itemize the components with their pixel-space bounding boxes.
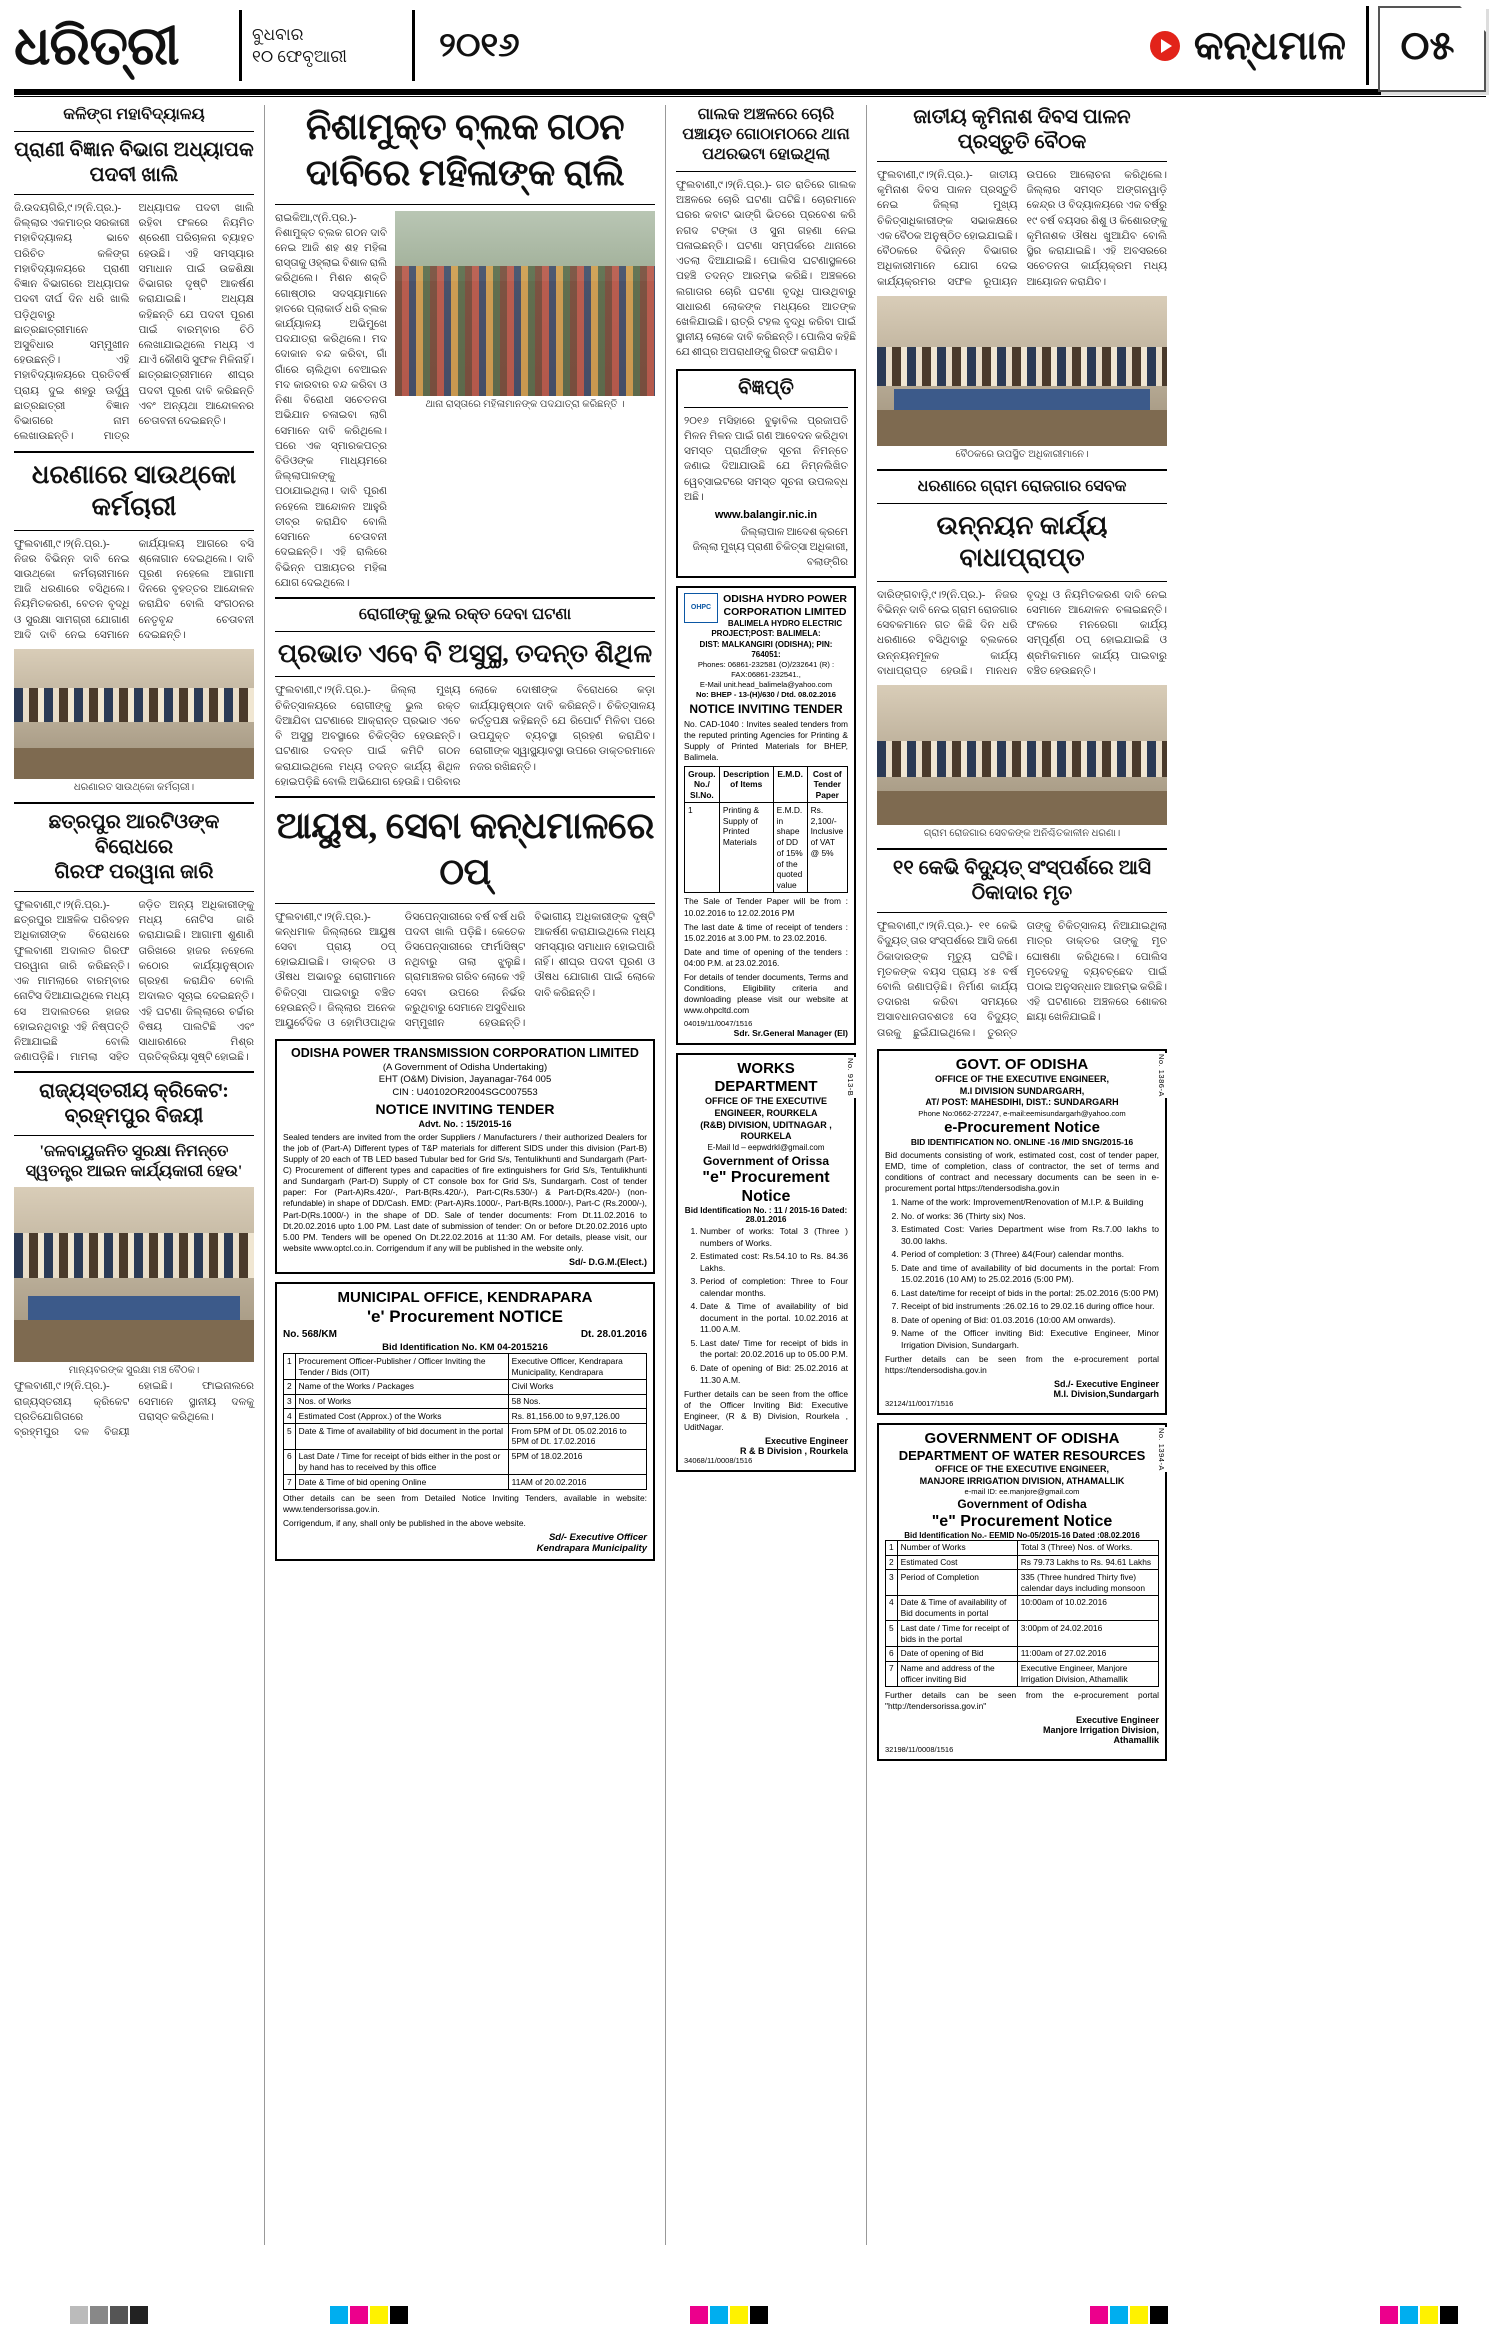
ad-ohpc-balimela — [676, 586, 856, 1046]
ad-subtitle-2: (R&B) DIVISION, UDITNAGAR , ROURKELA — [700, 1119, 832, 1142]
page-number: ୦୫ — [1400, 23, 1455, 68]
year-label: ୨୦୧୬ — [439, 26, 520, 64]
ad-note: Further details can be seen from the e-procurement portal https://tendersodisha.gov.in — [885, 1354, 1159, 1376]
ad-footer-note-2: Corrigendum, if any, shall only be published in the above website. — [283, 1518, 526, 1529]
reg-swatch — [1130, 2306, 1148, 2324]
ad-signature-2: Kendrapara Municipality — [536, 1543, 647, 1555]
table-cell: Period of Completion — [897, 1570, 1017, 1596]
table-cell: From 5PM of Dt. 05.02.2016 to 5PM of Dt. 17.02.2016 — [508, 1424, 646, 1450]
list-item: 1. Name of the work: Improvement/Renovation of M.I.P. & Building — [901, 1197, 1159, 1209]
table-row — [886, 1661, 1159, 1687]
table-cell: Estimated Cost (Approx.) of the Works — [295, 1409, 508, 1424]
reg-swatch — [690, 2306, 708, 2324]
ad-body: ୨୦୧୬ ମସିହାରେ ବୁଢ଼ାବିଲ ପ୍ରଜାପତି ମିଳନ ମିଳନ ପାଇଁ ଗଣ ଆବେଦନ କରିଥିବା ସମସ୍ତ ପ୍ରାର୍ଥୀଙ୍କ ସୂଚନା ନିମନ୍ତେ ଜଣାଇ ଦିଆଯାଉଛି ଯେ ନିମ୍ନଲିଖିତ ୱେବ୍ସାଇଟରେ ସମସ୍ତ ସୂଚନା ଉପଲବ୍ଧ ଅଛି। — [684, 415, 848, 503]
photo-meeting-officials — [877, 296, 1167, 446]
table-row — [886, 1555, 1159, 1570]
ad-footer-note-1: Other details can be seen from Detailed Notice Inviting Tenders, available in website: www.tendersorissa.gov.in. — [283, 1492, 647, 1514]
list-item: 6. Date of opening of Bid: 25.02.2016 at 11.30 A.M. — [700, 1363, 848, 1386]
ad-items-list — [885, 1197, 1159, 1351]
table-row — [284, 1449, 647, 1475]
table-cell: 3:00pm of 24.02.2016 — [1017, 1621, 1158, 1647]
ad-title: WORKS DEPARTMENT — [714, 1060, 818, 1096]
list-item: 7. Receipt of bid instruments :26.02.16 to 29.02.16 during office hour. — [901, 1301, 1159, 1313]
ad-subtitle-2: OFFICE OF THE EXECUTIVE ENGINEER, — [934, 1464, 1110, 1475]
table-cell: Civil Works — [508, 1379, 646, 1394]
reg-swatch — [350, 2306, 368, 2324]
story-headline: ପ୍ରଭାତ ଏବେ ବି ଅସୁସ୍ଥ, ତଦନ୍ତ ଶିଥିଳ — [277, 638, 653, 668]
color-registration-bar — [0, 2306, 1500, 2328]
story-gram-rojgar-sevak — [877, 477, 1167, 842]
photo-caption: ବୈଠକରେ ଉପସ୍ଥିତ ଅଧିକାରୀମାନେ। — [955, 448, 1089, 460]
table-header-cell: Cost of Tender Paper — [807, 767, 847, 803]
list-item: 3. Period of completion: Three to Four calendar months. — [700, 1276, 848, 1299]
table-row — [284, 1424, 647, 1450]
reg-swatch — [130, 2306, 148, 2324]
reg-swatch — [1150, 2306, 1168, 2324]
table-cell: 6 — [886, 1646, 898, 1661]
reg-swatch — [1380, 2306, 1398, 2324]
story-headline: ରାଜ୍ୟସ୍ତରୀୟ କ୍ରିକେଟ: ବ୍ରହ୍ମପୁର ବିଜୟୀ — [39, 1080, 229, 1128]
ad-sundargarh-mi — [877, 1049, 1167, 1416]
table-row — [886, 1621, 1159, 1647]
column-4 — [877, 105, 1167, 2245]
story-kicker: କଳିଙ୍ଗ ମହାବିଦ୍ୟାଳୟ — [63, 106, 205, 123]
column-divider-3 — [866, 105, 867, 2245]
ad-signature-1: Executive Engineer — [764, 1436, 848, 1447]
table-cell: Rs. 81,156.00 to 9,97,126.00 — [508, 1409, 646, 1424]
table-cell: Printing & Supply of Printed Materials — [719, 803, 773, 893]
ad-subtitle-3: CIN : U40102OR2004SGC007553 — [392, 1086, 538, 1098]
lead-body: ରାଇକିଆ,୯(ନି.ପ୍ର.)- ନିଶାମୁକ୍ତ ବ୍ଲକ ଗଠନ ଦାବି ନେଇ ଆଜି ଶହ ଶହ ମହିଳା ରାସ୍ତାକୁ ଓହ୍ଲାଇ ବିଶାଳ ରାଲି କରିଥିଲେ। ମିଶନ ଶକ୍ତି ଗୋଷ୍ଠୀର ସଦସ୍ୟାମାନେ ହାତରେ ପ୍ଲାକାର୍ଡ ଧରି ବ୍ଲକ କାର୍ଯ୍ୟାଳୟ ଅଭିମୁଖେ ପଦଯାତ୍ରା କରିଥିଲେ। ମଦ ଦୋକାନ ବନ୍ଦ କରିବା, ଗାଁ ଗାଁରେ ଚାଲିଥିବା ବେଆଇନ ମଦ କାରବାର ବନ୍ଦ କରିବା ଓ ନିଶା ବିରୋଧୀ ସଚେତନତା ଅଭିଯାନ ଚଳାଇବା ଲାଗି ସେମାନେ ଦାବି କରିଥିଲେ। ପରେ ଏକ ସ୍ମାରକପତ୍ର ବିଡିଓଙ୍କ ମାଧ୍ୟମରେ ଜିଲ୍ଲାପାଳଙ୍କୁ ପଠାଯାଇଥିଲା। ଦାବି ପୂରଣ ନହେଲେ ଆନ୍ଦୋଳନ ଆହୁରି ତୀବ୍ର କରାଯିବ ବୋଲି ସେମାନେ ଚେତାବନୀ ଦେଇଛନ୍ତି। ଏହି ରାଲିରେ ବିଭିନ୍ନ ପଞ୍ଚାୟତର ମହିଳା ଯୋଗ ଦେଇଥିଲେ। — [275, 212, 387, 589]
masthead-divider-1 — [239, 10, 242, 81]
ad-side-code: No. 1394-A — [1157, 1428, 1166, 1472]
ad-subtitle-3: MANJORE IRRIGATION DIVISION, ATHAMALLIK — [919, 1475, 1125, 1486]
ad-notice-title: "e" Procurement Notice — [931, 1512, 1113, 1530]
ad-note-4: For details of tender documents, Terms and Conditions, Eligibility criteria and downloading please visit our website at www.ohpcltd.com — [684, 972, 848, 1016]
edition-block — [1150, 6, 1366, 85]
column-1 — [14, 105, 254, 2245]
list-item: 1. Number of works: Total 3 (Three ) numbers of Works. — [700, 1226, 848, 1249]
ad-advt-no: Advt. No. : 15/2015-16 — [418, 1118, 512, 1129]
table-row — [886, 1570, 1159, 1596]
ad-body: Sealed tenders are invited from the order Suppliers / Manufacturers / their authorized Dealers for the job of (Part-A) Different types of T&P materials for different SIDS under this division (Part-B) Supply of 20 each of TB LED based Tubular bed for Grid S/s, Tentulikhunti and Sundargarh (Part-C) Procurement of different types and capacities of fire extinguishers for Grid S/s, Tentulikhunti and Sundargarh (Part-D) Supply of CT console box for Grid S/s, Sundargarh. Cost of tender paper: For (Part-A)Rs.420/-, Part-B(Rs.420/-), Part-C(Rs.530/-) & Part-D(Rs.420/-) (non-refundable) in shape of DD/Cash. EMD: (Part-A)Rs.1000/-, Part-B(Rs.1000/-), Part-C (Rs.2000/-), Part-D(Rs.1000/-) in the shape of DD. Sale of tender documents: From Dt.11.02.2016 to Dt.20.02.2016 upto 1.00 PM. Last date of submission of tender: On or before Dt.20.02.2016 upto 5.00 PM. Tenders will be opened On Dt.22.02.2016 at 11:30 AM. For details, please visit, our website www.optcl.co.in. Corrigendum if any will be published in the website only. — [283, 1131, 647, 1253]
table-cell: Date & Time of bid opening Online — [295, 1475, 508, 1490]
ad-signature-2: Manjore Irrigation Division, — [1042, 1725, 1159, 1736]
ad-ref-no: 34068/11/0008/1516 — [684, 1456, 753, 1466]
photo-women-rally — [395, 211, 655, 396]
story-kicker: ଧରଣାରେ ଗ୍ରାମ ରୋଜଗାର ସେବକ — [917, 477, 1127, 495]
story-headline: ଧରଣାରେ ସାଉଥ୍‌କୋ କର୍ମଚାରୀ — [31, 459, 237, 521]
table-cell: 1 — [284, 1354, 296, 1380]
list-item: 3. Estimated Cost: Varies Department wise from Rs.7.00 lakhs to 30.00 lakhs. — [901, 1224, 1159, 1247]
ad-office-name: MUNICIPAL OFFICE, KENDRAPARA — [337, 1288, 593, 1306]
story-state-cricket — [14, 1079, 254, 1440]
ad-subtitle-5: No: BHEP - 13-(H)/630 / Dtd. 08.02.2016 — [696, 689, 836, 699]
table-cell: 5PM of 18.02.2016 — [508, 1449, 646, 1475]
table-cell: Rs. 2,100/- Inclusive of VAT @ 5% — [807, 803, 847, 893]
list-item: 2. No. of works: 36 (Thirty six) Nos. — [901, 1211, 1159, 1223]
ad-signature: Sdr. Sr.General Manager (EI) — [733, 1028, 848, 1039]
ad-subtitle-1: DEPARTMENT OF WATER RESOURCES — [898, 1448, 1146, 1464]
reg-swatch — [90, 2306, 108, 2324]
play-icon — [1150, 31, 1180, 61]
table-cell: Date & Time of availability of Bid documents in portal — [897, 1595, 1017, 1621]
table-row — [284, 1475, 647, 1490]
table-cell: 10:00am of 10.02.2016 — [1017, 1595, 1158, 1621]
ad-signature-2: R & B Division , Rourkela — [739, 1446, 848, 1457]
story-headline-line1: ଗାଲକ ଅଞ୍ଚଳରେ ଚୋରି — [697, 106, 835, 123]
story-body: ଫୁଲବାଣୀ,୯।୨(ନି.ପ୍ର.)- ରାଜ୍ୟସ୍ତରୀୟ କ୍ରିକେଟ ପ୍ରତିଯୋଗିତାରେ ବ୍ରହ୍ମପୁର ଦଳ ବିଜୟୀ ହୋଇଛି। ଫାଇନାଲରେ ସେମାନେ ସ୍ଥାନୀୟ ଦଳକୁ ପରାସ୍ତ କରିଥିଲେ। — [14, 1381, 254, 1439]
table-cell: Total 3 (Three) Nos. of Works. — [1017, 1540, 1158, 1555]
table-cell: Executive Engineer, Manjore Irrigation Division, Athamallik — [1017, 1661, 1158, 1687]
masthead-rule — [14, 92, 1486, 97]
photo-southco-protest — [14, 649, 254, 779]
ad-subtitle-3: E-Mail Id – eepwdrkl@gmail.com — [707, 1143, 825, 1153]
photo-meeting — [14, 1187, 254, 1362]
ad-signature: Sd/- D.G.M.(Elect.) — [568, 1256, 647, 1267]
reg-swatch — [1420, 2306, 1438, 2324]
ad-bid-id: BID IDENTIFICATION NO. ONLINE -16 /MID SNG/2015-16 — [910, 1136, 1134, 1147]
list-item: 4. Period of completion: 3 (Three) &4(Four) calendar months. — [901, 1249, 1159, 1261]
ad-title: GOVERNMENT OF ODISHA — [924, 1430, 1120, 1448]
table-cell: 5 — [886, 1621, 898, 1647]
table-body — [284, 1354, 647, 1490]
photo-sevak-protest — [877, 685, 1167, 825]
masthead — [14, 0, 1486, 92]
table-cell: E.M.D. in shape of DD of 15% of the quoted value — [773, 803, 807, 893]
story-headline-line2: ଗିରଫ ପରୱାନା ଜାରି — [54, 861, 214, 884]
table-cell: 2 — [886, 1555, 898, 1570]
ad-notice-title: e-Procurement Notice — [944, 1118, 1100, 1136]
column-divider-1 — [264, 105, 265, 2245]
story-headline-line2: ପଞ୍ଚାୟତ ଗୋଠାମଠରେ ଥାନା — [682, 126, 850, 143]
story-subhead: 'ଜଳବାୟୁଜନିତ ସୁରକ୍ଷା ନିମନ୍ତେ ସ୍ୱତନ୍ତ୍ର ଆଇନ କାର୍ଯ୍ୟକାରୀ ହେଉ' — [25, 1143, 243, 1181]
story-body: ଫୁଲବାଣୀ,୯।୨(ନି.ପ୍ର.)- ଛତ୍ରପୁର ଆଞ୍ଚଳିକ ପରିବହନ ଅଧିକାରୀଙ୍କ ବିରୋଧରେ ଫୁଲବାଣୀ ଅଦାଲତ ଗିରଫ ପରୱାନା ଜାରି କରିଛନ୍ତି। ଏକ ମାମଲାରେ ବାରମ୍ବାର ନୋଟିସ ଦିଆଯାଇଥିଲେ ମଧ୍ୟ ସେ ଅଦାଲତରେ ହାଜର ହୋଇନଥିବାରୁ ଏହି ନିଷ୍ପତ୍ତି ନିଆଯାଇଛି ବୋଲି ଜଣାପଡ଼ିଛି। ମାମଲା ସହିତ ଜଡ଼ିତ ଅନ୍ୟ ଅଧିକାରୀଙ୍କୁ ମଧ୍ୟ ନୋଟିସ ଜାରି କରାଯାଇଛି। ଆଗାମୀ ଶୁଣାଣି ତାରିଖରେ ହାଜର ନହେଲେ କଠୋର କାର୍ଯ୍ୟାନୁଷ୍ଠାନ ଗ୍ରହଣ କରାଯିବ ବୋଲି ଅଦାଲତ ସୂଚାଇ ଦେଇଛନ୍ତି। ଏହି ଘଟଣା ଜିଲ୍ଲାରେ ଚର୍ଚ୍ଚାର ବିଷୟ ପାଲଟିଛି ଏବଂ ସାଧାରଣରେ ମିଶ୍ର ପ୍ରତିକ୍ରିୟା ସୃଷ୍ଟି ହୋଇଛି। — [14, 900, 254, 1064]
table-row — [284, 1379, 647, 1394]
table-cell: 4 — [284, 1409, 296, 1424]
story-headline: ପ୍ରାଣୀ ବିଜ୍ଞାନ ବିଭାଗ ଅଧ୍ୟାପକ ପଦବୀ ଖାଲି — [14, 139, 254, 186]
table-cell: 11AM of 20.02.2016 — [508, 1475, 646, 1490]
table-cell: 1 — [886, 1540, 898, 1555]
list-item: 6. Last date/time for receipt of bids in the portal: 25.02.2016 (5:00 PM) — [901, 1288, 1159, 1300]
list-item: 9. Name of the Officer inviting Bid: Executive Engineer, Minor Irrigation Division, Sundargarh. — [901, 1328, 1159, 1351]
list-item: 4. Date & Time of availability of bid document in the portal. 10.02.2016 at 11.00 A.M. — [700, 1301, 848, 1336]
photo-caption: ଗ୍ରାମ ରୋଜଗାର ସେବକଙ୍କ ଅନିଶ୍ଚିତକାଳୀନ ଧରଣା। — [923, 828, 1121, 840]
content-grid — [14, 105, 1486, 2245]
table-header-cell: Description of Items — [719, 767, 773, 803]
story-headline: ଉନ୍ନୟନ କାର୍ଯ୍ୟ ବାଧାପ୍ରାପ୍ତ — [936, 510, 1108, 573]
ad-website: www.balangir.nic.in — [714, 508, 818, 521]
story-chhatrapur-rto — [14, 810, 254, 1065]
table-cell: 3 — [886, 1570, 898, 1596]
list-item: 5. Date and time of availability of bid documents in the portal: From 15.02.2016 (10 AM) to 25.02.2016 (5:00 PM). — [901, 1263, 1159, 1286]
story-headline-line3: ପଥରଭଟା ହୋଇଥିଲା — [702, 146, 830, 163]
story-body: ଫୁଲବାଣୀ,୯।୨(ନି.ପ୍ର.)- ୧୧ କେଭି ବିଦ୍ୟୁତ୍ ତାର ସଂସ୍ପର୍ଶରେ ଆସି ଜଣେ ଠିକାଦାରଙ୍କ ମୃତ୍ୟୁ ଘଟିଛି। ମୃତକଙ୍କ ବୟସ ପ୍ରାୟ ୪୫ ବର୍ଷ ବୋଲି ଜଣାପଡ଼ିଛି। ନିର୍ମାଣ କାର୍ଯ୍ୟ ତଦାରଖ କରିବା ସମୟରେ ଅସାବଧାନତାବଶତଃ ସେ ବିଦ୍ୟୁତ୍ ତାରକୁ ଛୁଇଁଯାଇଥିଲେ। ତୁରନ୍ତ ତାଙ୍କୁ ଚିକିତ୍ସାଳୟ ନିଆଯାଇଥିଲା ମାତ୍ର ଡାକ୍ତର ତାଙ୍କୁ ମୃତ ଘୋଷଣା କରିଥିଲେ। ପୋଲିସ ମୃତଦେହକୁ ବ୍ୟବଚ୍ଛେଦ ପାଇଁ ପଠାଇ ଅନୁସନ୍ଧାନ ଆରମ୍ଭ କରିଛି। ଏହି ଘଟଣାରେ ଅଞ୍ଚଳରେ ଶୋକର ଛାୟା ଖେଳିଯାଇଛି। — [877, 921, 1167, 1039]
table-row — [886, 1646, 1159, 1661]
table-cell: Name and address of the officer inviting Bid — [897, 1661, 1017, 1687]
ad-subtitle-2: DIST: MALKANGIRI (ODISHA); PIN: 764051: — [699, 639, 833, 660]
reg-swatch — [1090, 2306, 1108, 2324]
story-deworming-day — [877, 105, 1167, 463]
logo-text: ଧରିତ୍ରୀ — [14, 15, 179, 76]
story-headline-line1: ଛତ୍ରପୁର ଆରଟିଓଙ୍କ ବିରୋଧରେ — [48, 811, 220, 859]
ad-signature-1: ଜିଲ୍ଲାପାଳ ଆଦେଶ କ୍ରମେ — [740, 526, 848, 538]
story-kalinga-college — [14, 105, 254, 445]
ad-subtitle-4: E-Mail unit.head_balimela@yahoo.com — [699, 680, 833, 690]
story-electrocution — [877, 856, 1167, 1041]
table-cell: Date & Time of availability of bid document in the portal — [295, 1424, 508, 1450]
table-cell: Number of Works — [897, 1540, 1017, 1555]
photo-caption: ମାନ୍ୟବରଙ୍କ ସୁରକ୍ଷା ମଞ୍ଚ ବୈଠକ। — [68, 1365, 200, 1377]
table-body — [685, 803, 848, 893]
masthead-divider-2 — [412, 10, 415, 81]
table-cell: Rs 79.73 Lakhs to Rs. 94.61 Lakhs — [1017, 1555, 1158, 1570]
list-item: 5. Last date/ Time for receipt of bids in the portal: 20.02.2016 up to 05.00 P.M. — [700, 1338, 848, 1361]
list-item: 2. Estimated cost: Rs.54.10 to Rs. 84.36 Lakhs. — [700, 1251, 848, 1274]
table-row — [284, 1394, 647, 1409]
reg-swatch — [390, 2306, 408, 2324]
table-cell: 3 — [284, 1394, 296, 1409]
publication-date — [252, 6, 402, 85]
reg-swatch — [1110, 2306, 1128, 2324]
table-cell: 4 — [886, 1595, 898, 1621]
ad-ref-no: 04019/11/0047/1516 — [684, 1019, 753, 1029]
table-cell: 2 — [284, 1379, 296, 1394]
ad-note-2: The last date & time of receipt of tenders : 15.02.2016 at 3.00 PM. to 23.02.2016. — [684, 921, 848, 943]
story-ayush-service — [275, 804, 655, 1031]
ad-govt-line: Government of Orissa — [702, 1153, 830, 1168]
table-cell: Last date / Time for receipt of bids in the portal — [897, 1621, 1017, 1647]
reg-swatch — [730, 2306, 748, 2324]
ad-notice-title: NOTICE INVITING TENDER — [375, 1100, 555, 1117]
ohpc-logo-icon: OHPC — [684, 593, 718, 623]
ad-detail-table — [283, 1353, 647, 1490]
reg-swatch — [1440, 2306, 1458, 2324]
ad-subtitle-1: OFFICE OF THE EXECUTIVE ENGINEER, ROURKELA — [704, 1096, 827, 1119]
ad-bid-id: Bid Identification No.- EEMID No-05/2015-16 Dated :08.02.2016 — [904, 1530, 1140, 1540]
story-headline: ୧୧ କେଭି ବିଦ୍ୟୁତ୍ ସଂସ୍ପର୍ଶରେ ଆସି ଠିକାଦାର ମୃତ — [892, 857, 1152, 905]
reg-swatch — [710, 2306, 728, 2324]
table-row — [886, 1540, 1159, 1555]
reg-swatch — [70, 2306, 88, 2324]
reg-swatch — [330, 2306, 348, 2324]
story-kicker: ରୋଗୀଙ୍କୁ ଭୁଲ ରକ୍ତ ଦେବା ଘଟଣା — [358, 605, 572, 623]
ad-bid-id: Bid Identification No. : 11 / 2015-16 Dated: 28.01.2016 — [684, 1206, 848, 1225]
ad-title: ବିଜ୍ଞପ୍ତି — [738, 376, 794, 399]
table-cell: Name of the Works / Packages — [295, 1379, 508, 1394]
story-southco-dharana — [14, 459, 254, 797]
ad-note-1: The Sale of Tender Paper will be from : 10.02.2016 to 12.02.2016 PM — [684, 896, 848, 918]
ad-kendrapara-municipality — [275, 1282, 655, 1561]
table-cell: 7 — [284, 1475, 296, 1490]
list-item: 8. Date of opening of Bid: 01.03.2016 (10:00 AM onwards). — [901, 1315, 1159, 1327]
reg-swatch — [1400, 2306, 1418, 2324]
table-cell: Procurement Officer-Publisher / Officer Inviting the Tender / Bids (OIT) — [295, 1354, 508, 1380]
story-lead-women-rally — [275, 105, 655, 591]
ad-note-3: Date and time of opening of the tenders : 04:00 P.M. at 23.02.2016. — [684, 946, 848, 968]
table-header-row — [685, 767, 848, 803]
date-label: ୧୦ ଫେବୃଆରୀ — [252, 46, 347, 66]
ad-notice-title: "e" Procurement Notice — [702, 1168, 830, 1206]
ad-subtitle-4: Phone No:0662-272247, e-mail:eemisundargarh@yahoo.com — [918, 1108, 1126, 1118]
table-cell: Executive Officer, Kendrapara Municipality, Kendrapara — [508, 1354, 646, 1380]
story-body: ଫୁଲବାଣୀ,୯।୨(ନି.ପ୍ର.)- ଜିଲ୍ଲା ମୁଖ୍ୟ ଚିକିତ୍ସାଳୟରେ ରୋଗୀଙ୍କୁ ଭୁଲ ରକ୍ତ ଦିଆଯିବା ଘଟଣାରେ ଆକ୍ରାନ୍ତ ପ୍ରଭାତ ଏବେ ବି ଅସୁସ୍ଥ ଅବସ୍ଥାରେ ଚିକିତ୍ସିତ ହେଉଛନ୍ତି। ଘଟଣାର ତଦନ୍ତ ପାଇଁ କମିଟି ଗଠନ କରାଯାଇଥିଲେ ମଧ୍ୟ ତଦନ୍ତ କାର୍ଯ୍ୟ ଶିଥିଳ ହୋଇପଡ଼ିଛି ବୋଲି ଅଭିଯୋଗ ହେଉଛି। ପରିବାର ଲୋକେ ଦୋଷୀଙ୍କ ବିରୋଧରେ କଡ଼ା କାର୍ଯ୍ୟାନୁଷ୍ଠାନ ଦାବି କରିଛନ୍ତି। ଚିକିତ୍ସାଳୟ କର୍ତ୍ତୃପକ୍ଷ କହିଛନ୍ତି ଯେ ରିପୋର୍ଟ ମିଳିବା ପରେ ଉପଯୁକ୍ତ ବ୍ୟବସ୍ଥା ଗ୍ରହଣ କରାଯିବ। ରୋଗୀଙ୍କ ସ୍ୱାସ୍ଥ୍ୟାବସ୍ଥା ଉପରେ ଡାକ୍ତରମାନେ ନଜର ରଖିଛନ୍ତି। — [275, 685, 655, 788]
ad-athamallik-irrigation — [877, 1423, 1167, 1761]
ad-subtitle-3: Phones: 06861-232581 (O)/232641 (R) : FAX:06861-232541., — [697, 660, 835, 680]
table-cell: 335 (Three hundred Thirty five) calendar days including monsoon — [1017, 1570, 1158, 1596]
ad-detail-table — [885, 1540, 1159, 1687]
ad-signature-2: M.I. Division,Sundargarh — [1053, 1389, 1159, 1400]
ad-body: Bid documents consisting of work, estimated cost, cost of tender paper, EMD, time of completion, class of contractor, the set of terms and conditions of contract and necessary documents can be seen in e-procurement portal https://tendersodisha.gov.in — [885, 1149, 1159, 1194]
ad-subtitle-1: OFFICE OF THE EXECUTIVE ENGINEER, — [934, 1073, 1110, 1084]
story-body: ଫୁଲବାଣୀ,୯।୨(ନି.ପ୍ର.)- ନିଜର ବିଭିନ୍ନ ଦାବି ନେଇ ସାଉଥ୍‌କୋ କର୍ମଚାରୀମାନେ ଆଜି ଧରଣାରେ ବସିଥିଲେ। ନିୟମିତକରଣ, ବେତନ ବୃଦ୍ଧି ଓ ସୁରକ୍ଷା ସାମଗ୍ରୀ ଯୋଗାଣ ଆଦି ଦାବି ନେଇ ସେମାନେ କାର୍ଯ୍ୟାଳୟ ଆଗରେ ବସି ଶ୍ଳୋଗାନ ଦେଇଥିଲେ। ଦାବି ପୂରଣ ନହେଲେ ଆଗାମୀ ଦିନରେ ବୃହତ୍ତର ଆନ୍ଦୋଳନ କରାଯିବ ବୋଲି ସଂଗଠନର ନେତୃବୃନ୍ଦ ଚେତାବନୀ ଦେଇଛନ୍ତି। — [14, 538, 254, 641]
table-row — [886, 1595, 1159, 1621]
ad-govt-line: Government of Odisha — [957, 1497, 1087, 1512]
table-row — [284, 1409, 647, 1424]
ad-signature-1: Sd/- Executive Officer — [548, 1532, 647, 1544]
ad-note: Further details can be seen from the office of the Officer Inviting Bid: Executive Engineer, (R & B) Division, Rourkela , UditNagar. — [684, 1389, 848, 1433]
table-body — [886, 1540, 1159, 1686]
ad-subtitle-3: AT/ POST: MAHESDIHI, DIST.: SUNDARGARH — [925, 1097, 1119, 1108]
story-body: ଫୁଲବାଣୀ,୯।୨(ନି.ପ୍ର.)- ଗତ ରାତିରେ ଗାଲକ ଅଞ୍ଚଳରେ ଚୋରି ଘଟଣା ଘଟିଛି। ଚୋରମାନେ ଘରର କବାଟ ଭାଙ୍ଗି ଭିତରେ ପ୍ରବେଶ କରି ନଗଦ ଟଙ୍କା ଓ ସୁନା ଗହଣା ନେଇ ପଳାଇଛନ୍ତି। ଘଟଣା ସମ୍ପର୍କରେ ଥାନାରେ ଏତଲା ଦିଆଯାଇଛି। ପୋଲିସ ଘଟଣାସ୍ଥଳରେ ପହଞ୍ଚି ତଦନ୍ତ ଆରମ୍ଭ କରିଛି। ଅଞ୍ଚଳରେ ଲଗାତାର ଚୋରି ଘଟଣା ବୃଦ୍ଧି ପାଉଥିବାରୁ ସାଧାରଣ ଲୋକଙ୍କ ମଧ୍ୟରେ ଆତଙ୍କ ଖେଳିଯାଇଛି। ରାତ୍ରି ଟହଲ ବୃଦ୍ଧି କରିବା ପାଇଁ ସ୍ଥାନୀୟ ଲୋକେ ଦାବି କରିଛନ୍ତି। ପୋଲିସ କହିଛି ଯେ ଶୀଘ୍ର ଅପରାଧୀଙ୍କୁ ଗିରଫ କରାଯିବ। — [676, 180, 856, 359]
story-body: ଫୁଲବାଣୀ,୯।୨(ନି.ପ୍ର.)- କନ୍ଧମାଳ ଜିଲ୍ଲାରେ ଆୟୁଷ ସେବା ପ୍ରାୟ ଠପ୍ ହୋଇଯାଇଛି। ଡାକ୍ତର ଓ ଔଷଧ ଅଭାବରୁ ରୋଗୀମାନେ ଚିକିତ୍ସା ପାଇବାରୁ ବଞ୍ଚିତ ହେଉଛନ୍ତି। ଜିଲ୍ଲାର ଅନେକ ଆୟୁର୍ବେଦିକ ଓ ହୋମିଓପାଥିକ ଡିସପେନ୍ସାରୀରେ ବର୍ଷ ବର୍ଷ ଧରି ପଦବୀ ଖାଲି ପଡ଼ିଛି। କେତେକ ଡିସପେନ୍ସାରୀରେ ଫାର୍ମାସିଷ୍ଟ ନଥିବାରୁ ତାଲା ଝୁଲୁଛି। ଗ୍ରାମାଞ୍ଚଳର ଗରିବ ଲୋକେ ଏହି ସେବା ଉପରେ ନିର୍ଭର କରୁଥିବାରୁ ସେମାନେ ଅସୁବିଧାର ସମ୍ମୁଖୀନ ହେଉଛନ୍ତି। ବିଭାଗୀୟ ଅଧିକାରୀଙ୍କ ଦୃଷ୍ଟି ଆକର୍ଷଣ କରାଯାଇଥିଲେ ମଧ୍ୟ ସମସ୍ୟାର ସମାଧାନ ହୋଇପାରି ନାହିଁ। ଶୀଘ୍ର ପଦବୀ ପୂରଣ ଓ ଔଷଧ ଯୋଗାଣ ପାଇଁ ଲୋକେ ଦାବି କରିଛନ୍ତି। — [275, 911, 655, 1030]
table-header-cell: Group. No./ Sl.No. — [685, 767, 720, 803]
table-cell: 1 — [685, 803, 720, 893]
story-body: ଦାରିଙ୍ଗବାଡ଼ି,୯।୨(ନି.ପ୍ର.)- ନିଜର ବିଭିନ୍ନ ଦାବି ନେଇ ଗ୍ରାମ ରୋଜଗାର ସେବକମାନେ ଗତ କିଛି ଦିନ ଧରି ଧରଣାରେ ବସିଥିବାରୁ ବ୍ଲକରେ ଉନ୍ନୟନମୂଳକ କାର୍ଯ୍ୟ ବାଧାପ୍ରାପ୍ତ ହେଉଛି। ମାନଧନ ବୃଦ୍ଧି ଓ ନିୟମିତକରଣ ଦାବି ନେଇ ସେମାନେ ଆନ୍ଦୋଳନ ଚଳାଇଛନ୍ତି। ଫଳରେ ମନରେଗା କାର୍ଯ୍ୟ ସମ୍ପୂର୍ଣ୍ଣ ଠପ୍ ହୋଇଯାଇଛି ଓ ଶ୍ରମିକମାନେ କାର୍ଯ୍ୟ ପାଇବାରୁ ବଞ୍ଚିତ ହେଉଛନ୍ତି। — [877, 589, 1167, 677]
table-cell: 5 — [284, 1424, 296, 1450]
column-divider-2 — [665, 105, 666, 2245]
ad-signature-2: ଜିଲ୍ଲା ମୁଖ୍ୟ ପ୍ରାଣୀ ଚିକିତ୍ସା ଅଧିକାରୀ, ବଲାଙ୍ଗିର — [692, 542, 848, 569]
story-headline: ଜାତୀୟ କୃମିନାଶ ଦିବସ ପାଳନ ପ୍ରସ୍ତୁତି ବୈଠକ — [913, 106, 1131, 153]
ad-signature-1: Executive Engineer — [1075, 1715, 1159, 1726]
table-cell: Nos. of Works — [295, 1394, 508, 1409]
story-galak-theft — [676, 105, 856, 361]
ad-notice-title: 'e' Procurement NOTICE — [366, 1306, 564, 1326]
column-2 — [275, 105, 655, 2245]
ad-side-code: No. 913-B — [846, 1058, 855, 1097]
ad-notice-no: No. 568/KM — [283, 1329, 337, 1341]
ad-optcl — [275, 1039, 655, 1274]
table-cell: Date of opening of Bid — [897, 1646, 1017, 1661]
reg-swatch — [110, 2306, 128, 2324]
reg-swatch — [370, 2306, 388, 2324]
table-header-cell: E.M.D. — [773, 767, 807, 803]
ad-ref-no: 32124/11/0017/1516 — [885, 1399, 954, 1409]
table-row — [685, 803, 848, 893]
edition-name: କନ୍ଧମାଳ — [1193, 23, 1346, 68]
photo-caption: ଧରଣାରତ ସାଉଥ୍‌କୋ କର୍ମଚାରୀ। — [73, 782, 195, 794]
ad-subtitle-1: (A Government of Odisha Undertaking) — [382, 1061, 548, 1073]
ad-notice-title: NOTICE INVITING TENDER — [689, 701, 843, 716]
ad-company-name: ODISHA POWER TRANSMISSION CORPORATION LIMITED — [291, 1046, 639, 1061]
ad-works-department — [676, 1053, 856, 1472]
lead-headline: ନିଶାମୁକ୍ତ ବ୍ଲକ ଗଠନ ଦାବିରେ ମହିଳାଙ୍କ ରାଲି — [305, 107, 625, 195]
table-cell: Last Date / Time for receipt of bids either in the post or by hand has to received by this office — [295, 1449, 508, 1475]
table-cell: 7 — [886, 1661, 898, 1687]
ad-company-name: ODISHA HYDRO POWER CORPORATION LIMITED — [723, 592, 847, 618]
ad-signature-3: Athamallik — [1113, 1735, 1159, 1746]
photo-caption: ଥାନା ରାସ୍ତାରେ ମହିଳାମାନଙ୍କ ପଦଯାତ୍ରା କରିଛନ୍ତି । — [425, 398, 625, 410]
table-row — [284, 1354, 647, 1380]
column-3 — [676, 105, 856, 2245]
ad-side-code: No. 1386-A — [1157, 1053, 1166, 1097]
ad-items-list — [684, 1226, 848, 1386]
ad-signature-1: Sd./- Executive Engineer — [1053, 1379, 1159, 1390]
ad-subtitle-1: BALIMELA HYDRO ELECTRIC PROJECT;POST: BALIMELA: — [711, 618, 843, 639]
ad-ref-no: 32198/11/0008/1516 — [885, 1745, 954, 1755]
ad-title: GOVT. OF ODISHA — [955, 1055, 1089, 1073]
newspaper-logo — [14, 6, 229, 85]
ad-balangir-notice — [676, 369, 856, 578]
table-cell: 58 Nos. — [508, 1394, 646, 1409]
ad-items-table — [684, 766, 848, 893]
table-cell: 11:00am of 27.02.2016 — [1017, 1646, 1158, 1661]
page-number-block — [1366, 6, 1486, 85]
ad-subtitle-2: EHT (O&M) Division, Jayanagar-764 005 — [378, 1074, 552, 1086]
story-wrong-blood — [275, 605, 655, 790]
table-head — [685, 767, 848, 803]
ad-subtitle-4: e-mail ID: ee.manjore@gmail.com — [964, 1487, 1080, 1497]
ad-note: Further details can be seen from the e-procurement portal "http://tendersorissa.gov.in" — [885, 1690, 1159, 1712]
ad-subtitle-2: M.I DIVISION SUNDARGARH, — [959, 1085, 1085, 1096]
ad-bid-id: Bid Identification No. KM 04-2015216 — [382, 1342, 548, 1354]
table-cell: 6 — [284, 1449, 296, 1475]
ad-body: No. CAD-1040 : Invites sealed tenders from the reputed printing Agencies for Printing & Supply of Printed Materials for BHEP, Balimela. — [684, 718, 848, 763]
ad-notice-date: Dt. 28.01.2016 — [580, 1329, 647, 1341]
story-body: ଫୁଲବାଣୀ,୯।୨(ନି.ପ୍ର.)- ଜାତୀୟ କୃମିନାଶ ଦିବସ ପାଳନ ପ୍ରସ୍ତୁତି ନେଇ ଜିଲ୍ଲା ମୁଖ୍ୟ ଚିକିତ୍ସାଧିକାରୀଙ୍କ ସଭାକକ୍ଷରେ ଏକ ବୈଠକ ଅନୁଷ୍ଠିତ ହୋଇଯାଇଛି। ବୈଠକରେ ବିଭିନ୍ନ ବିଭାଗର ଅଧିକାରୀମାନେ ଯୋଗ ଦେଇ କାର୍ଯ୍ୟକ୍ରମର ସଫଳ ରୂପାୟନ ଉପରେ ଆଲୋଚନା କରିଥିଲେ। ଜିଲ୍ଲାର ସମସ୍ତ ଅଙ୍ଗନୱାଡ଼ି କେନ୍ଦ୍ର ଓ ବିଦ୍ୟାଳୟରେ ଏକ ବର୍ଷରୁ ୧୯ ବର୍ଷ ବୟସର ଶିଶୁ ଓ କିଶୋରଙ୍କୁ କୃମିନାଶକ ଔଷଧ ଖୁଆଯିବ ବୋଲି ସ୍ଥିର କରାଯାଇଛି। ଏହି ଅବସରରେ ସଚେତନତା କାର୍ଯ୍ୟକ୍ରମ ମଧ୍ୟ ଆୟୋଜନ କରାଯିବ। — [877, 170, 1167, 288]
story-body: ଜି.ଉଦୟଗିରି,୯।୨(ନି.ପ୍ର.)- ଜିଲ୍ଲାର ଏକମାତ୍ର ସରକାରୀ ମହାବିଦ୍ୟାଳୟ ଭାବେ ପରିଚିତ କଳିଙ୍ଗ ମହାବିଦ୍ୟାଳୟରେ ପ୍ରାଣୀ ବିଜ୍ଞାନ ବିଭାଗରେ ଅଧ୍ୟାପକ ପଦବୀ ଦୀର୍ଘ ଦିନ ଧରି ଖାଲି ପଡ଼ିଥିବାରୁ ଛାତ୍ରଛାତ୍ରୀମାନେ ଅସୁବିଧାର ସମ୍ମୁଖୀନ ହେଉଛନ୍ତି। ଏହି ମହାବିଦ୍ୟାଳୟରେ ପ୍ରତିବର୍ଷ ପ୍ରାୟ ଦୁଇ ଶହରୁ ଊର୍ଦ୍ଧ୍ୱ ଛାତ୍ରଛାତ୍ରୀ ବିଜ୍ଞାନ ବିଭାଗରେ ନାମ ଲେଖାଉଛନ୍ତି। ମାତ୍ର ଅଧ୍ୟାପକ ପଦବୀ ଖାଲି ରହିବା ଫଳରେ ନିୟମିତ ଶ୍ରେଣୀ ପରିଚାଳନା ବ୍ୟାହତ ହେଉଛି। ଏହି ସମସ୍ୟାର ସମାଧାନ ପାଇଁ ଉଚ୍ଚଶିକ୍ଷା ବିଭାଗର ଦୃଷ୍ଟି ଆକର୍ଷଣ କରାଯାଇଛି। ଅଧ୍ୟକ୍ଷ କହିଛନ୍ତି ଯେ ପଦବୀ ପୂରଣ ପାଇଁ ବାରମ୍ବାର ଚିଠି ଲେଖାଯାଇଥିଲେ ମଧ୍ୟ ଏ ଯାଏଁ କୌଣସି ସୁଫଳ ମିଳିନାହିଁ। ଛାତ୍ରଛାତ୍ରୀମାନେ ଶୀଘ୍ର ପଦବୀ ପୂରଣ ଦାବି କରିଛନ୍ତି ଏବଂ ଅନ୍ୟଥା ଆନ୍ଦୋଳନର ଚେତାବନୀ ଦେଇଛନ୍ତି। — [14, 203, 254, 443]
reg-swatch — [750, 2306, 768, 2324]
table-cell: Estimated Cost — [897, 1555, 1017, 1570]
story-headline: ଆୟୁଷ, ସେବା କନ୍ଧମାଳରେ ଠପ୍ — [275, 806, 655, 894]
day-label: ବୁଧବାର — [252, 25, 304, 45]
